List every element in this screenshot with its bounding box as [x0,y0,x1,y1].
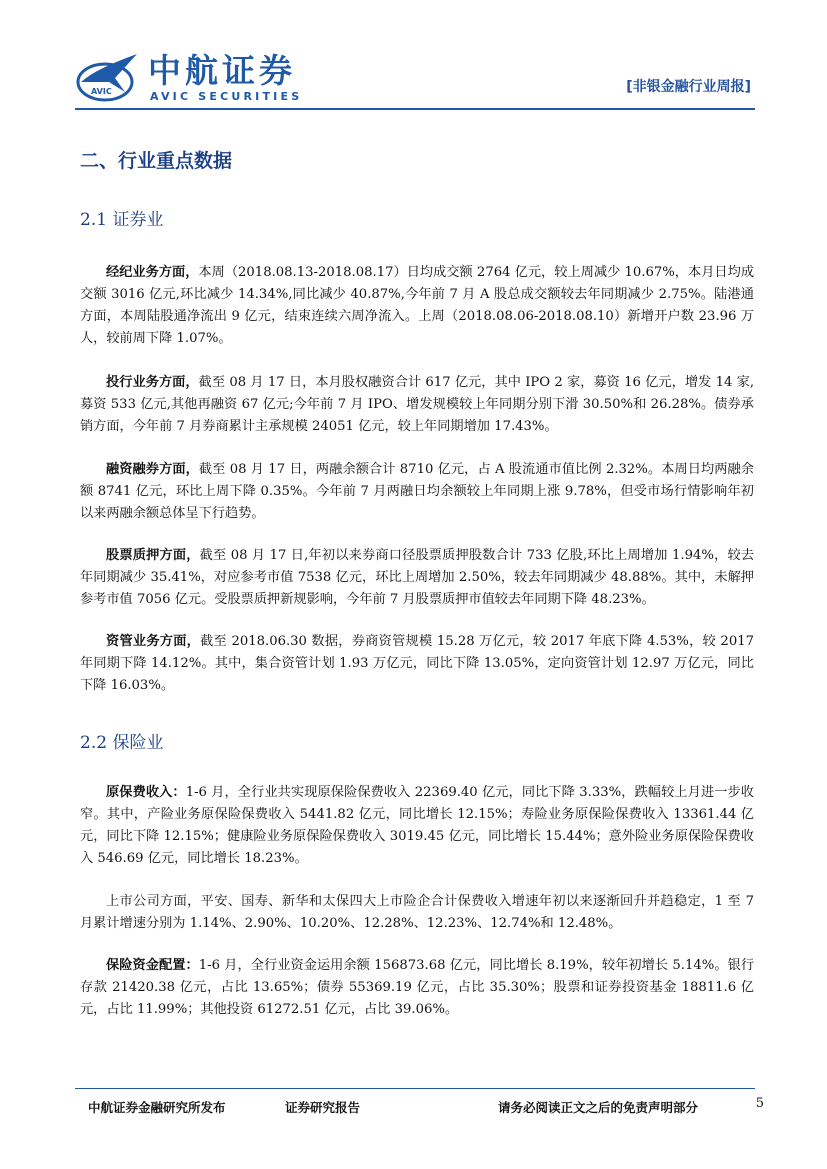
logo-badge: AVIC [91,87,112,96]
report-category: [非银金融行业周报] [626,79,751,95]
paragraph-lead: 投行业务方面， [106,375,199,390]
paragraph-lead: 股票质押方面， [106,548,200,563]
brand-name-en: AVIC SECURITIES [150,90,303,103]
paragraph-text: 截至 08 月 17 日，两融余额合计 8710 亿元，占 A 股流通市值比例 2.32%。本周日均两融余额 8741 亿元，环比上周下降 0.35%。今年前 7 月两融日均余额较上年同期上涨 9.78%，但受市场行情影响年初以来两融余额总体呈下行趋势。 [80,462,754,521]
paragraph-stock-pledge [80,545,754,611]
paragraph-text: 上市公司方面，平安、国寿、新华和太保四大上市险企合计保费收入增速年初以来逐渐回升并趋稳定，1 至 7 月累计增速分别为 1.14%、2.90%、10.20%、12.28%、12.23%、12.74%和 12.48%。 [80,894,754,931]
paragraph-fund-allocation [80,955,754,1021]
paragraph-lead: 资管业务方面， [106,634,201,649]
paragraph-lead: 经纪业务方面， [106,265,199,280]
paragraph-lead: 融资融券方面， [106,462,199,477]
avic-plane-logo-icon [75,52,139,104]
paragraph-text: 截至 08 月 17 日,年初以来券商口径股票质押股数合计 733 亿股,环比上周增加 1.94%，较去年同期减少 35.41%，对应参考市值 7538 亿元，环比上周增加 2.50%，较去年同期减少 48.88%。其中，未解押参考市值 7056 亿元。受股票质押新规影响，今年前 7 月股票质押市值较去年同期下降 48.23%。 [80,548,755,607]
paragraph-investment-banking [80,372,754,438]
paragraph-lead: 原保费收入： [106,785,186,800]
paragraph-text: 1-6 月，全行业资金运用余额 156873.68 亿元，同比增长 8.19%，较年初增长 5.14%。银行存款 21420.38 亿元，占比 13.65%；债券 55369.19 亿元，占比 35.30%；股票和证券投资基金 18811.6 亿元，占比 11.99%；其他投资 61272.51 亿元，占比 39.06%。 [80,958,755,1017]
paragraph-listed-companies [80,891,754,935]
brand-name-cn: 中航证券 [148,51,296,90]
paragraph-premium-income [80,782,754,870]
footer-publisher: 中航证券金融研究所发布 [88,1100,226,1115]
paragraph-margin-trading [80,459,754,525]
paragraph-text: 截至 2018.06.30 数据，券商资管规模 15.28 万亿元，较 2017 年底下降 4.53%，较 2017 年同期下降 14.12%。其中，集合资管计划 1.93 万亿元，同比下降 13.05%，定向资管计划 12.97 万亿元，同比下降 16.03%。 [80,634,754,693]
footer-report-type: 证券研究报告 [285,1100,361,1115]
paragraph-asset-management [80,631,754,697]
header-divider [75,108,755,110]
paragraph-lead: 保险资金配置： [106,958,199,973]
paragraph-brokerage [80,262,754,350]
footer-divider [75,1088,755,1089]
page-header [75,52,755,108]
subsection-title-insurance: 2.2 保险业 [80,733,164,753]
page-number: 5 [755,1096,764,1111]
subsection-title-securities: 2.1 证券业 [80,210,164,230]
section-title: 二、行业重点数据 [80,150,233,172]
paragraph-text: 1-6 月，全行业共实现原保险保费收入 22369.40 亿元，同比下降 3.33%，跌幅较上月进一步收窄。其中，产险业务原保险保费收入 5441.82 亿元，同比增长 12.15%；寿险业务原保险保费收入 13361.44 亿元，同比下降 12.15%；健康险业务原保险保费收入 3019.45 亿元，同比增长 15.44%；意外险业务原保险保费收入 546.69 亿元，同比增长 18.23%。 [80,785,754,866]
footer-disclaimer: 请务必阅读正文之后的免责声明部分 [498,1100,699,1115]
paragraph-text: 截至 08 月 17 日，本月股权融资合计 617 亿元，其中 IPO 2 家，募资 16 亿元，增发 14 家,募资 533 亿元,其他再融资 67 亿元;今年前 7 月 IPO、增发规模较上年同期分别下滑 30.50%和 26.28%。债券承销方面，今年前 7 月券商累计主承规模 24051 亿元，较上年同期增加 17.43%。 [80,375,755,434]
paragraph-text: 本周（2018.08.13-2018.08.17）日均成交额 2764 亿元，较上周减少 10.67%，本月日均成交额 3016 亿元,环比减少 14.34%,同比减少 40.87%,今年前 7 月 A 股总成交额较去年同期减少 2.75%。陆港通方面，本周陆股通净流出 9 亿元，结束连续六周净流入。上周（2018.08.06-2018.08.10）新增开户数 23.96 万人，较前周下降 1.07%。 [80,265,755,346]
